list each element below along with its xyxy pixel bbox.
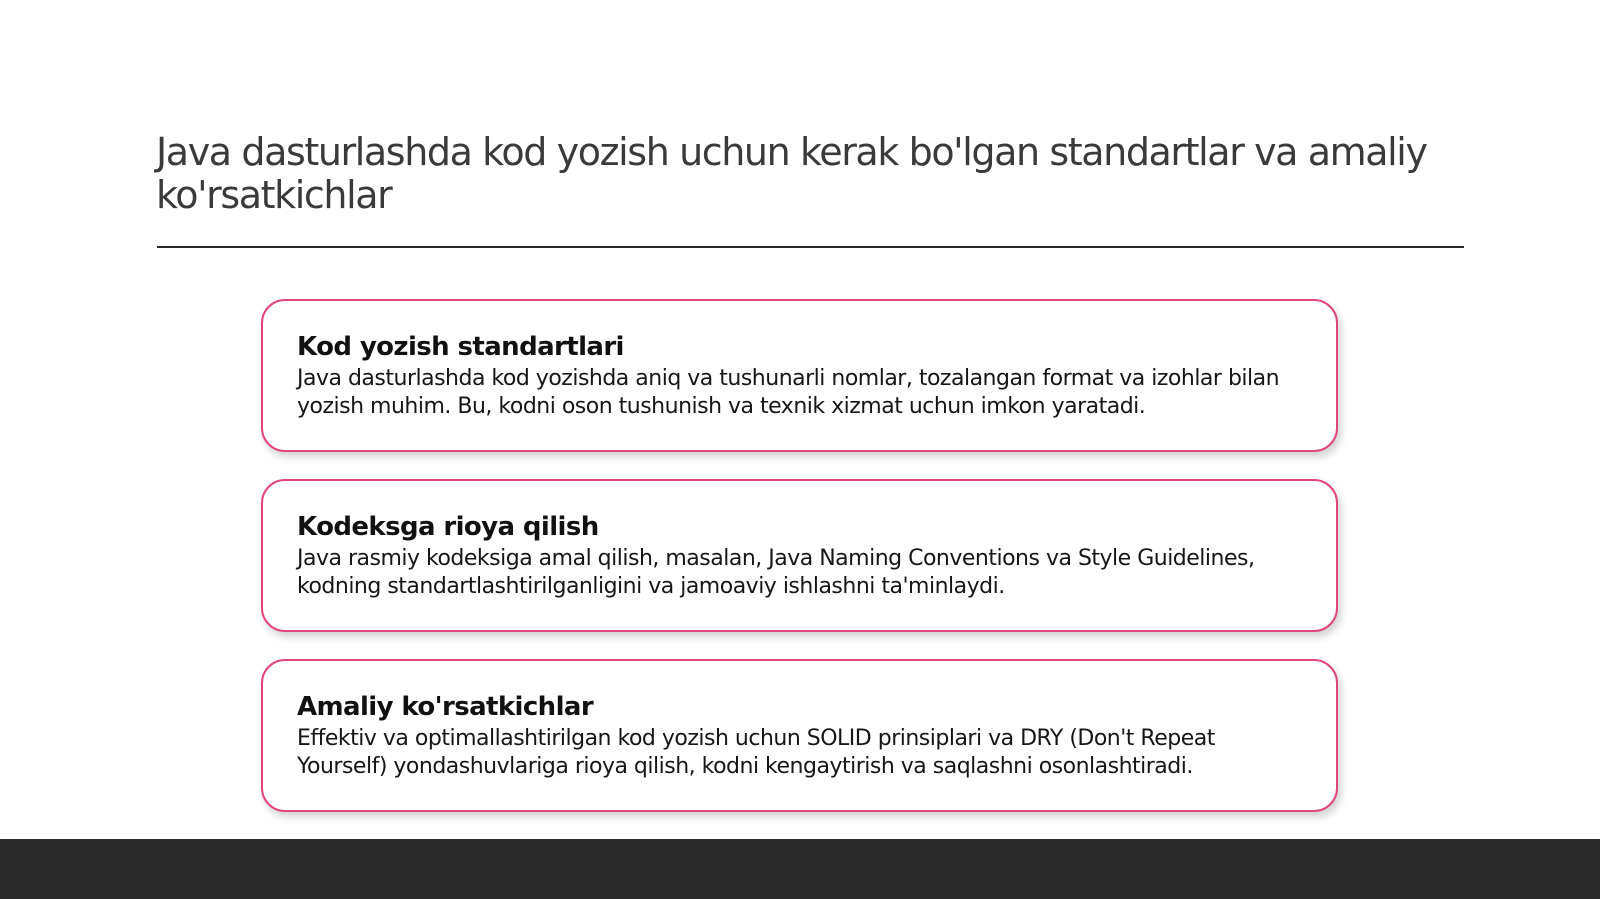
card-body: Java dasturlashda kod yozishda aniq va tushunarli nomlar, tozalangan format va izohlar bilan yozish muhim. Bu, kodni oson tushunish va texnik xizmat uchun imkon yaratadi.	[297, 366, 1280, 419]
card-heading: Amaliy ko'rsatkichlar	[297, 692, 594, 722]
card-heading: Kod yozish standartlari	[297, 332, 624, 362]
page-title: Java dasturlashda kod yozish uchun kerak bo'lgan standartlar va amaliy ko'rsatkichlar	[156, 130, 1427, 217]
card-kodeksga-rioya-qilish	[261, 479, 1338, 632]
card-heading: Kodeksga rioya qilish	[297, 512, 599, 542]
footer-bar	[0, 839, 1600, 899]
title-divider	[157, 246, 1464, 248]
card-amaliy-korsatkichlar	[261, 659, 1338, 812]
card-kod-yozish-standartlari	[261, 299, 1338, 452]
card-body: Effektiv va optimallashtirilgan kod yozish uchun SOLID prinsiplari va DRY (Don't Repeat Yourself) yondashuvlariga rioya qilish, kodni kengaytirish va saqlashni osonlashtiradi.	[297, 726, 1215, 779]
card-body: Java rasmiy kodeksiga amal qilish, masalan, Java Naming Conventions va Style Guidelines, kodning standartlashtirilganligini va jamoaviy ishlashni ta'minlaydi.	[297, 546, 1255, 599]
